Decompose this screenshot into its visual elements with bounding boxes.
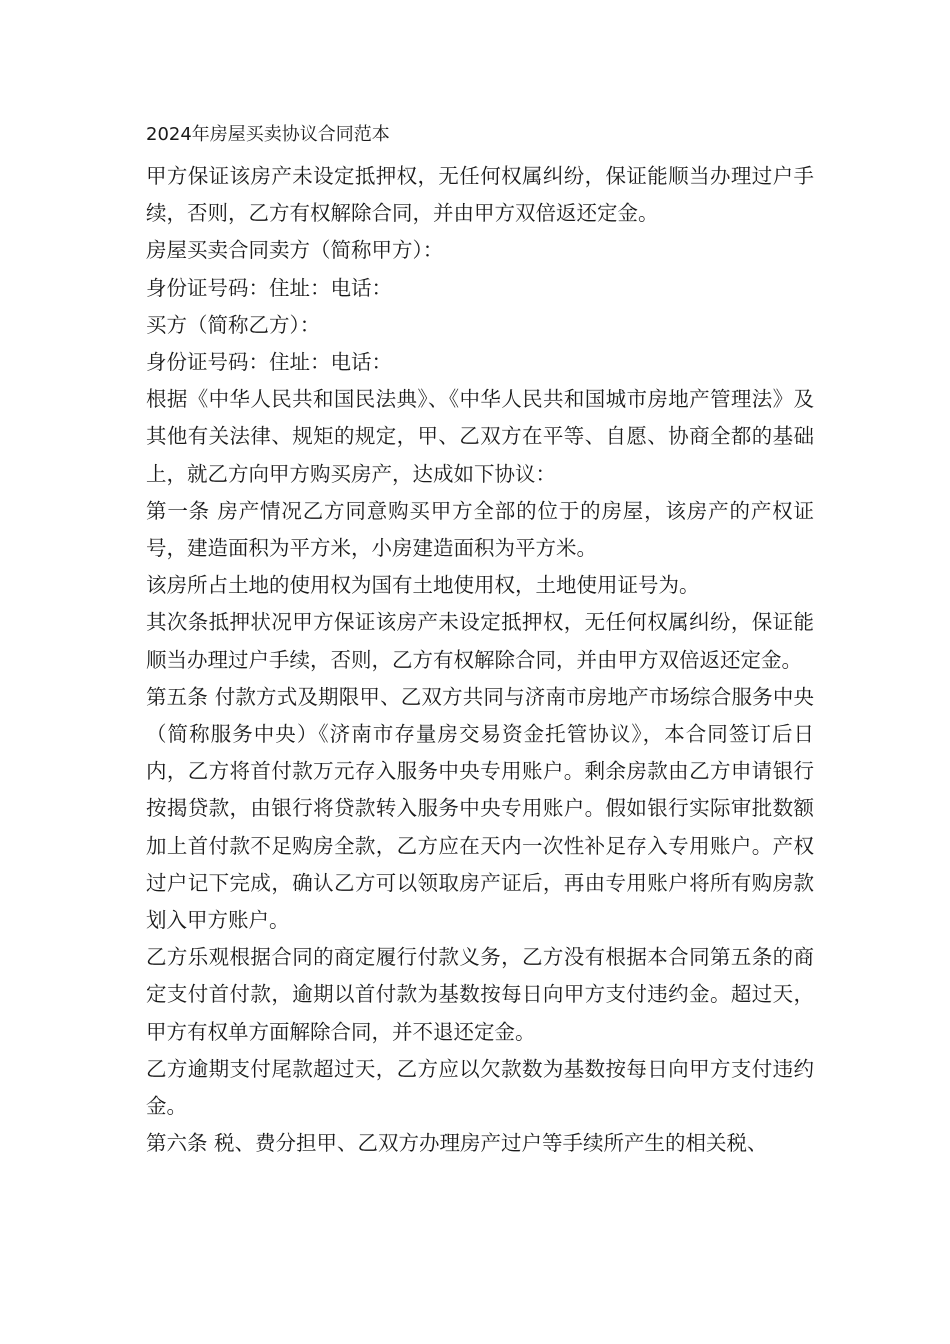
- paragraph-buyer-id-fields: 身份证号码：住址：电话：: [146, 350, 392, 375]
- paragraph-seller-label: 房屋买卖合同卖方（简称甲方）：: [146, 238, 444, 263]
- paragraph-buyer-label: 买方（简称乙方）：: [146, 312, 321, 337]
- paragraph-seller-id-fields: 身份证号码：住址：电话：: [146, 275, 392, 300]
- paragraph-article-2: 其次条抵押状况甲方保证该房产未设定抵押权，无任何权属纠纷，保证能顺当办理过户手续，否则，乙方有权解除合同，并由甲方双倍返还定金。: [146, 610, 814, 672]
- document-page: [146, 120, 814, 1162]
- paragraph-article-1: 第一条 房产情况乙方同意购买甲方全部的位于的房屋，该房产的产权证号，建造面积为平方米，小房建造面积为平方米。: [146, 498, 814, 561]
- paragraph-guarantee: 甲方保证该房产未设定抵押权，无任何权属纠纷，保证能顺当办理过户手续，否则，乙方有权解除合同，并由甲方双倍返还定金。: [146, 164, 814, 226]
- paragraph-legal-basis: 根据《中华人民共和国民法典》、《中华人民共和国城市房地产管理法》及其他有关法律、规矩的规定，甲、乙双方在平等、自愿、协商全都的基础上，就乙方向甲方购买房产，达成如下协议：: [146, 387, 814, 486]
- paragraph-article-5: 第五条 付款方式及期限甲、乙双方共同与济南市房地产市场综合服务中央（简称服务中央）《济南市存量房交易资金托管协议》，本合同签订后日内，乙方将首付款万元存入服务中央专用账户。剩余房款由乙方申请银行按揭贷款，由银行将贷款转入服务中央专用账户。假如银行实际审批数额加上首付款不足购房全款，乙方应在天内一次性补足存入专用账户。产权过户记下完成，确认乙方可以领取房产证后，再由专用账户将所有购房款划入甲方账户。: [146, 684, 814, 933]
- paragraph-article-6: 第六条 税、费分担甲、乙双方办理房产过户等手续所产生的相关税、: [146, 1131, 768, 1156]
- paragraph-land-use: 该房所占土地的使用权为国有土地使用权，土地使用证号为。: [146, 573, 700, 598]
- paragraph-payment-obligation: 乙方乐观根据合同的商定履行付款义务，乙方没有根据本合同第五条的商定支付首付款，逾期以首付款为基数按每日向甲方支付违约金。超过天，甲方有权单方面解除合同，并不退还定金。: [146, 945, 814, 1044]
- document-title: 2024年房屋买卖协议合同范本: [146, 124, 390, 145]
- paragraph-late-payment: 乙方逾期支付尾款超过天，乙方应以欠款数为基数按每日向甲方支付违约金。: [146, 1056, 814, 1119]
